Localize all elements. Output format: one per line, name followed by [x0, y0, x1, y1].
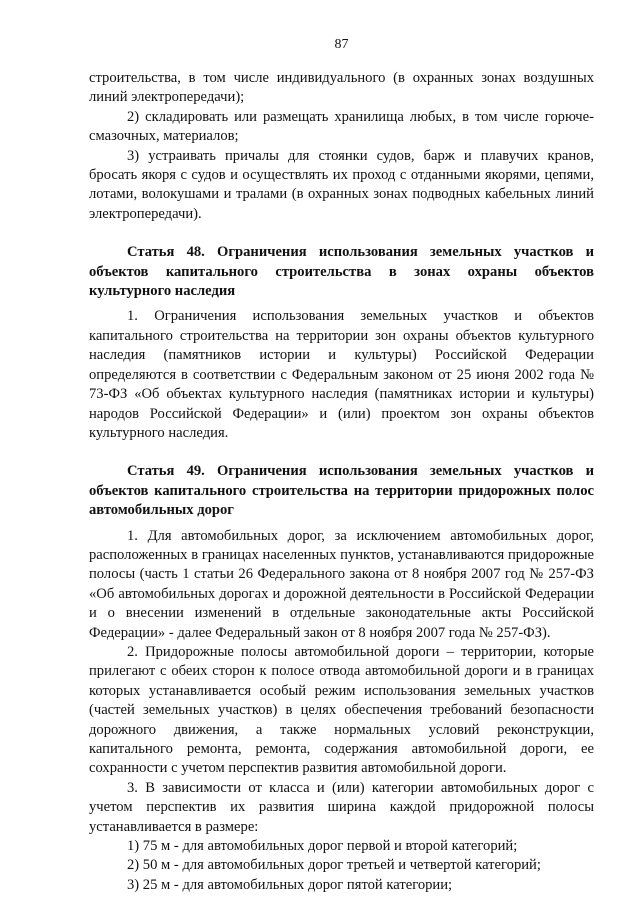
- article-49-title: Статья 49. Ограничения использования земельных участков и объектов капитального строительства на территории придорожных полос автомобильных дорог: [89, 463, 594, 519]
- list-item: 1) 75 м - для автомобильных дорог первой и второй категорий;: [127, 838, 518, 855]
- article-48-paragraph: 1. Ограничения использования земельных участков и объектов капитального строительства на территории зон охраны объектов культурного наследия (памятников истории и культуры) Российской Федерации определяются в соответствии с Федеральным законом от 25 июня 2002 года № 73-ФЗ «Об объектах культурного наследия (памятниках истории и культуры) народов Российской Федерации» и (или) проектом зон охраны объектов культурного наследия.: [89, 308, 594, 441]
- article-49-paragraph: 1. Для автомобильных дорог, за исключением автомобильных дорог, расположенных в границах населенных пунктов, устанавливаются придорожные полосы (часть 1 статьи 26 Федерального закона от 8 ноября 2007 год № 257-ФЗ «Об автомобильных дорогах и дорожной деятельности в Российской Федерации и о внесении изменений в отдельные законодательные акты Российской Федерации» - далее Федеральный закон от 8 ноября 2007 года № 257-ФЗ).: [89, 527, 594, 641]
- list-item: 2) складировать или размещать хранилища любых, в том числе горюче-смазочных, материалов;: [89, 108, 594, 145]
- list-item: 3) 25 м - для автомобильных дорог пятой категории;: [127, 876, 453, 893]
- paragraph-continuation: строительства, в том числе индивидуального (в охранных зонах воздушных линий электропередачи);: [89, 70, 594, 106]
- list-item: 2) 50 м - для автомобильных дорог третьей и четвертой категорий;: [127, 857, 541, 874]
- list-item: 3) устраивать причалы для стоянки судов, барж и плавучих кранов, бросать якоря с судов и осуществлять их проход с отданными якорями, цепями, лотами, волокушами и тралами (в охранных зонах подводных кабельных линий электропередачи).: [89, 147, 594, 222]
- article-49-paragraph: 3. В зависимости от класса и (или) категории автомобильных дорог с учетом перспектив их развития ширина каждой придорожной полосы устанавливается в размере:: [89, 779, 594, 835]
- article-49-paragraph: 2. Придорожные полосы автомобильной дороги – территории, которые прилегают с обеих сторон к полосе отвода автомобильной дороги и в границах которых устанавливается особый режим использования земельных участков (частей земельных участков) в целях обеспечения требований безопасности дорожного движения, а также нормальных условий реконструкции, капитального ремонта, ремонта, содержания автомобильной дороги, ее сохранности с учетом перспектив развития автомобильной дороги.: [89, 643, 594, 777]
- page-number: 87: [334, 37, 349, 52]
- document-page: [89, 0, 594, 905]
- article-48-title: Статья 48. Ограничения использования земельных участков и объектов капитального строительства в зонах охраны объектов культурного наследия: [89, 244, 594, 300]
- document-body: [89, 69, 594, 895]
